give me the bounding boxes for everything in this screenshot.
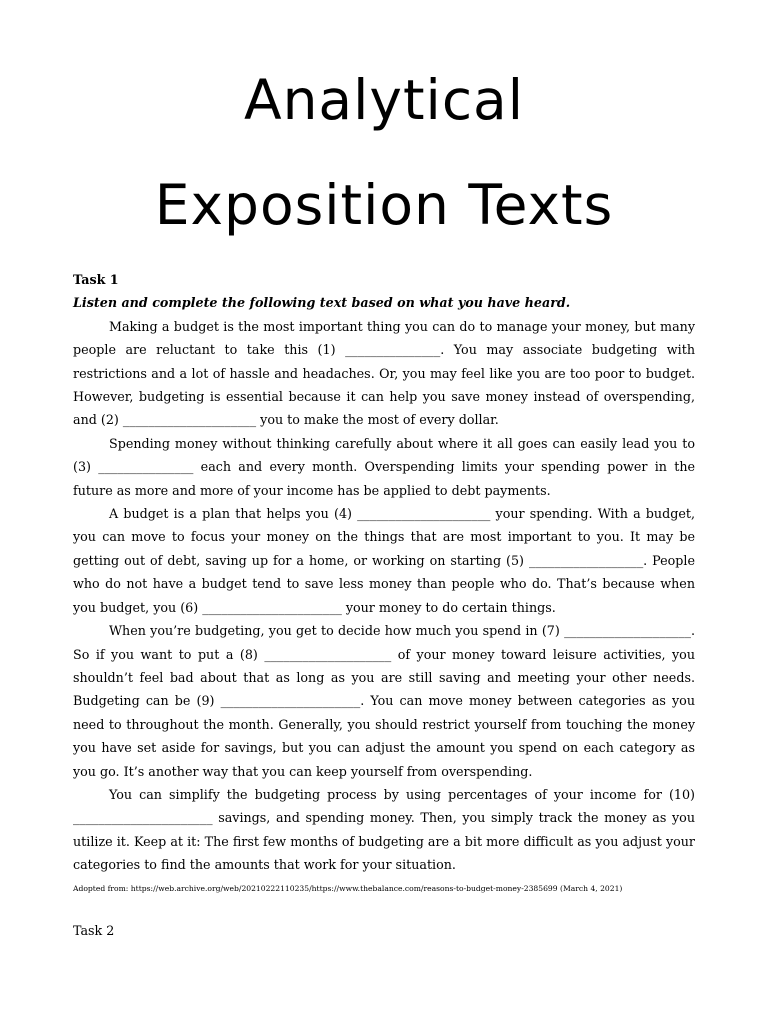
page-title-line-1: Analytical bbox=[243, 68, 525, 132]
task-1-instruction: Listen and complete the following text based on what you have heard. bbox=[73, 295, 571, 311]
paragraph-5: You can simplify the budgeting process by using percentages of your income for (10) ______________________ savings, and spending money. Then, you simply track the money as you utilize it. Keep at it: The first few months of budgeting are a bit more difficult as you adjust your categories to find the amounts that work for your situation. bbox=[73, 786, 695, 873]
paragraph-1: Making a budget is the most important thing you can do to manage your money, but many people are reluctant to take this (1) _______________. You may associate budgeting with restrictions and a lot of hassle and headaches. Or, you may feel like you are too poor to budget. However, budgeting is essential because it can help you save money instead of overspending, and (2) _____________________ you to make the most of every dollar. bbox=[73, 318, 695, 428]
paragraph-2: Spending money without thinking carefully about where it all goes can easily lead you to (3) _______________ each and every month. Overspending limits your spending power in the future as more and more of your income has be applied to debt payments. bbox=[73, 435, 695, 498]
paragraph-3: A budget is a plan that helps you (4) _____________________ your spending. With a budget, you can move to focus your money on the things that are most important to you. It may be getting out of debt, saving up for a home, or working on starting (5) __________________. People who do not have a budget tend to save less money than people who do. That’s because when you budget, you (6) ______________________ your money to do certain things. bbox=[73, 506, 695, 615]
task-2-label: Task 2 bbox=[73, 923, 115, 938]
paragraph-4: When you’re budgeting, you get to decide how much you spend in (7) ____________________. So if you want to put a (8) ____________________ of your money toward leisure activities, you shouldn’t feel bad about that as long as you are still saving and meeting your other needs. Budgeting can be (9) ______________________. You can move money between categories as you need to throughout the month. Generally, you should restrict yourself from touching the money you have set aside for savings, but you can adjust the amount you spend on each category as you go. It’s another way that you can keep yourself from overspending. bbox=[73, 623, 695, 779]
task-1-label: Task 1 bbox=[73, 272, 119, 287]
task-1-section bbox=[73, 268, 695, 877]
source-citation: Adopted from: https://web.archive.org/web/20210222110235/https://www.thebalance.com/reasons-to-budget-money-2385699 (March 4, 2021) bbox=[73, 884, 623, 893]
page-title-line-2: Exposition Texts bbox=[154, 173, 614, 237]
